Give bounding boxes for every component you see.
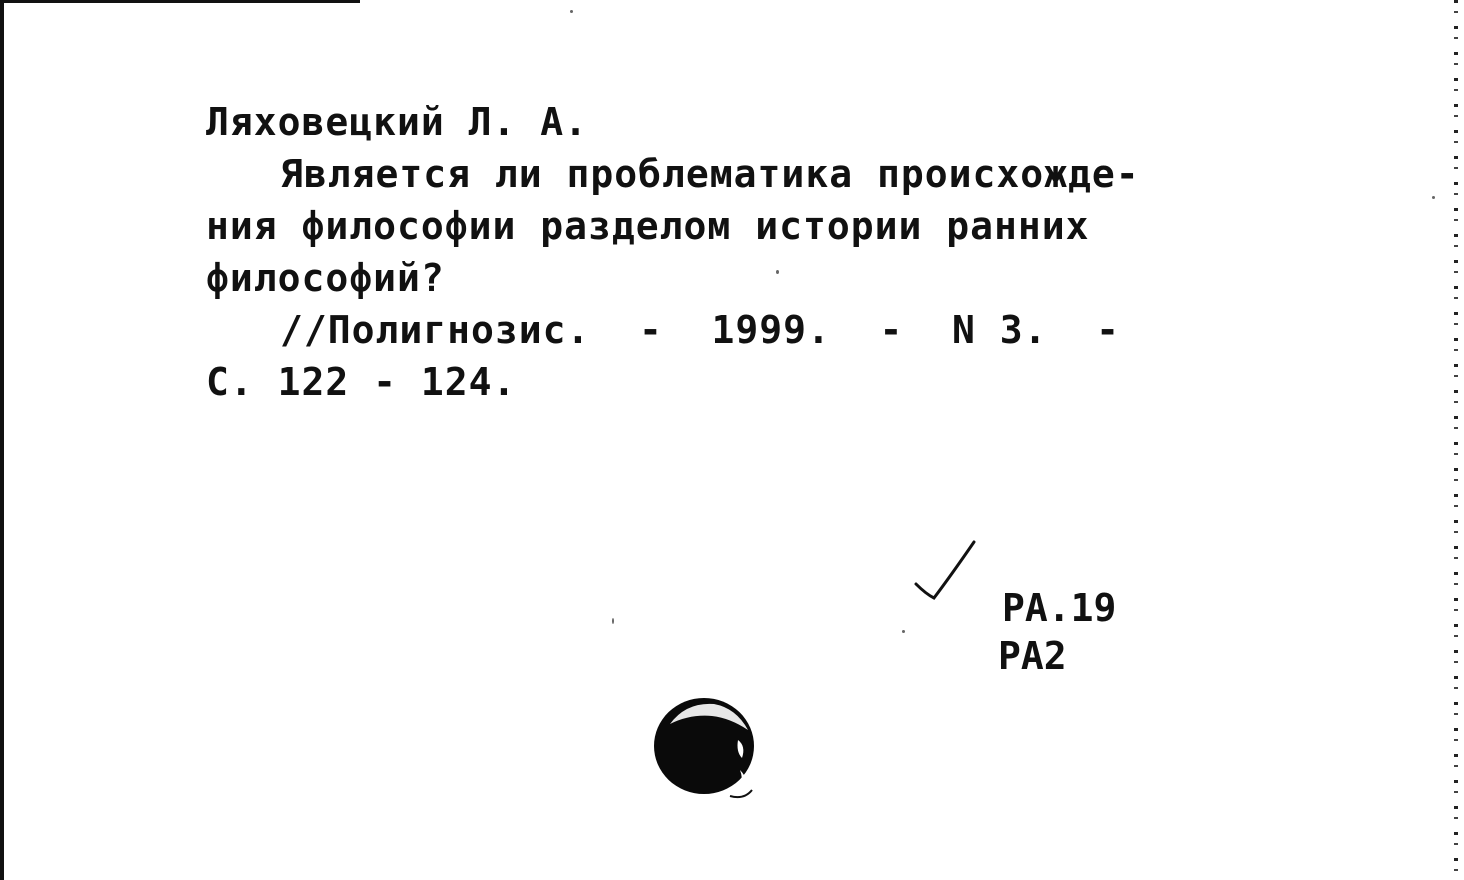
author-name: Ляховецкий Л. А. [206, 100, 589, 144]
issue-number: N 3. [951, 308, 1048, 352]
paper-speck [776, 270, 779, 274]
separator-dash: - [639, 308, 663, 352]
classification-code: РА.19 [1002, 586, 1117, 630]
publication-year: 1999. [711, 308, 831, 352]
page-range: С. 122 - 124. [206, 360, 517, 404]
punch-hole-icon [652, 696, 764, 808]
paper-speck [570, 10, 573, 13]
card-edge-right [1454, 0, 1458, 880]
separator-dash: - [1096, 308, 1120, 352]
classification-code: РА2 [998, 634, 1067, 678]
paper-speck [1432, 196, 1435, 199]
card-edge-left [0, 0, 4, 880]
journal-name: //Полигнозис. [280, 308, 591, 352]
card-edge-top [0, 0, 360, 3]
paper-speck [902, 630, 905, 633]
title-line-2: ния философии разделом истории ранних [206, 204, 1090, 248]
title-line-1: Является ли проблематика происхожде- [280, 152, 1140, 196]
source-reference [206, 304, 1120, 356]
bibliographic-record [206, 96, 1146, 408]
separator-dash: - [879, 308, 904, 352]
paper-speck [612, 618, 614, 624]
checkmark-icon [912, 538, 978, 604]
classification-codes [998, 584, 1116, 680]
title-line-3: философий? [206, 256, 445, 300]
